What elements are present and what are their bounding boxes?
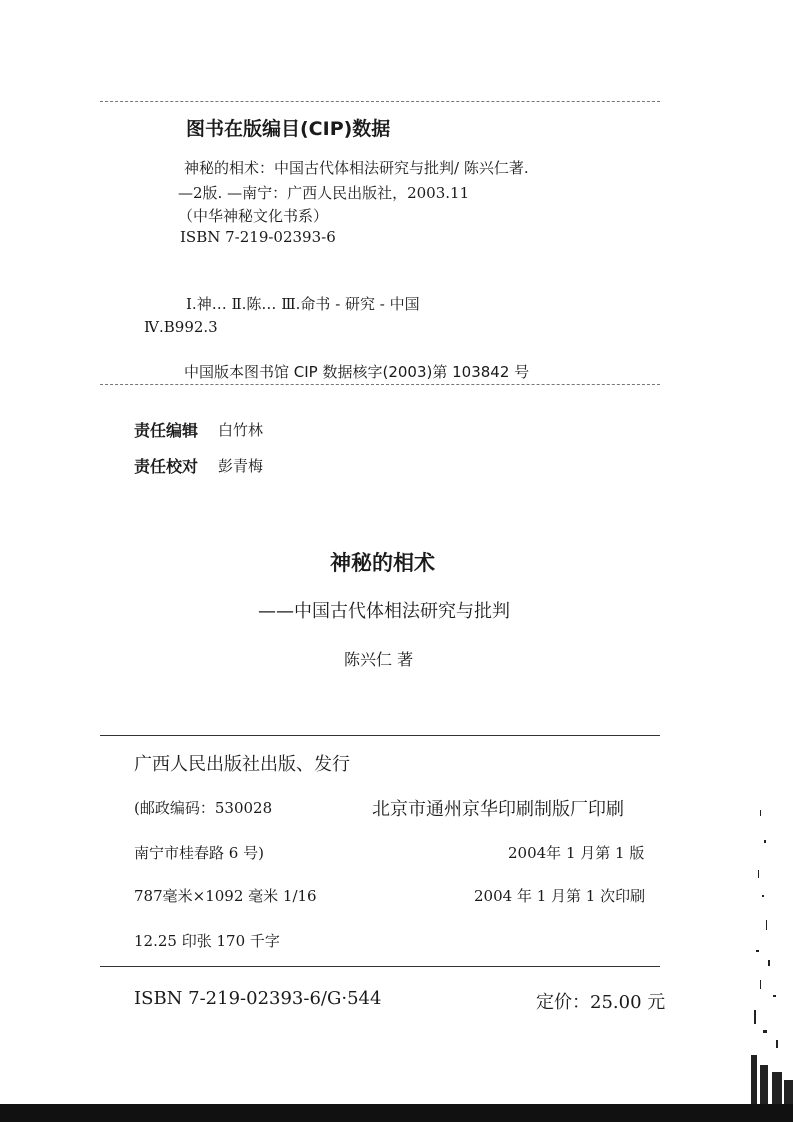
postcode: (邮政编码：530028	[134, 799, 273, 817]
bottom-dashed-divider	[100, 384, 660, 385]
paper-format: 787毫米×1092 毫米 1/16	[134, 887, 317, 905]
edition-date: 2004年 1 月第 1 版	[508, 844, 645, 862]
cip-line-title: 神秘的相术：中国古代体相法研究与批判/ 陈兴仁著.	[184, 159, 529, 177]
scan-bottom-bar	[0, 1104, 793, 1122]
sheet-count: 12.25 印张 170 千字	[134, 932, 280, 950]
editor-label: 责任编辑	[134, 421, 199, 440]
cip-classification-1: Ⅰ.神… Ⅱ.陈… Ⅲ.命书 - 研究 - 中国	[186, 295, 420, 313]
proofreader-label: 责任校对	[134, 457, 199, 476]
cip-line-series: （中华神秘文化书系）	[178, 207, 329, 225]
cip-heading: 图书在版编目(CIP)数据	[186, 118, 391, 140]
cip-record-number: 中国版本图书馆 CIP 数据核字(2003)第 103842 号	[184, 363, 530, 381]
book-title: 神秘的相术	[330, 551, 435, 575]
publication-top-rule	[100, 735, 660, 736]
publisher: 广西人民出版社出版、发行	[134, 754, 350, 775]
book-author: 陈兴仁 著	[344, 650, 414, 669]
book-subtitle: ——中国古代体相法研究与批判	[258, 601, 510, 622]
publication-bottom-rule	[100, 966, 660, 967]
price: 定价：25.00 元	[536, 992, 666, 1013]
printer: 北京市通州京华印刷制版厂印刷	[372, 799, 624, 820]
top-dashed-divider	[100, 101, 660, 102]
cip-line-isbn: ISBN 7-219-02393-6	[180, 228, 336, 246]
cip-line-edition: —2版. —南宁：广西人民出版社，2003.11	[178, 184, 470, 202]
printing-date: 2004 年 1 月第 1 次印刷	[474, 887, 646, 905]
editor-name: 白竹林	[218, 421, 264, 439]
isbn-full: ISBN 7-219-02393-6/G·544	[134, 988, 382, 1009]
proofreader-name: 彭青梅	[218, 457, 264, 475]
address: 南宁市桂春路 6 号)	[134, 844, 264, 862]
scan-edge-artifact	[748, 800, 793, 1104]
cip-classification-2: Ⅳ.B992.3	[144, 318, 218, 336]
